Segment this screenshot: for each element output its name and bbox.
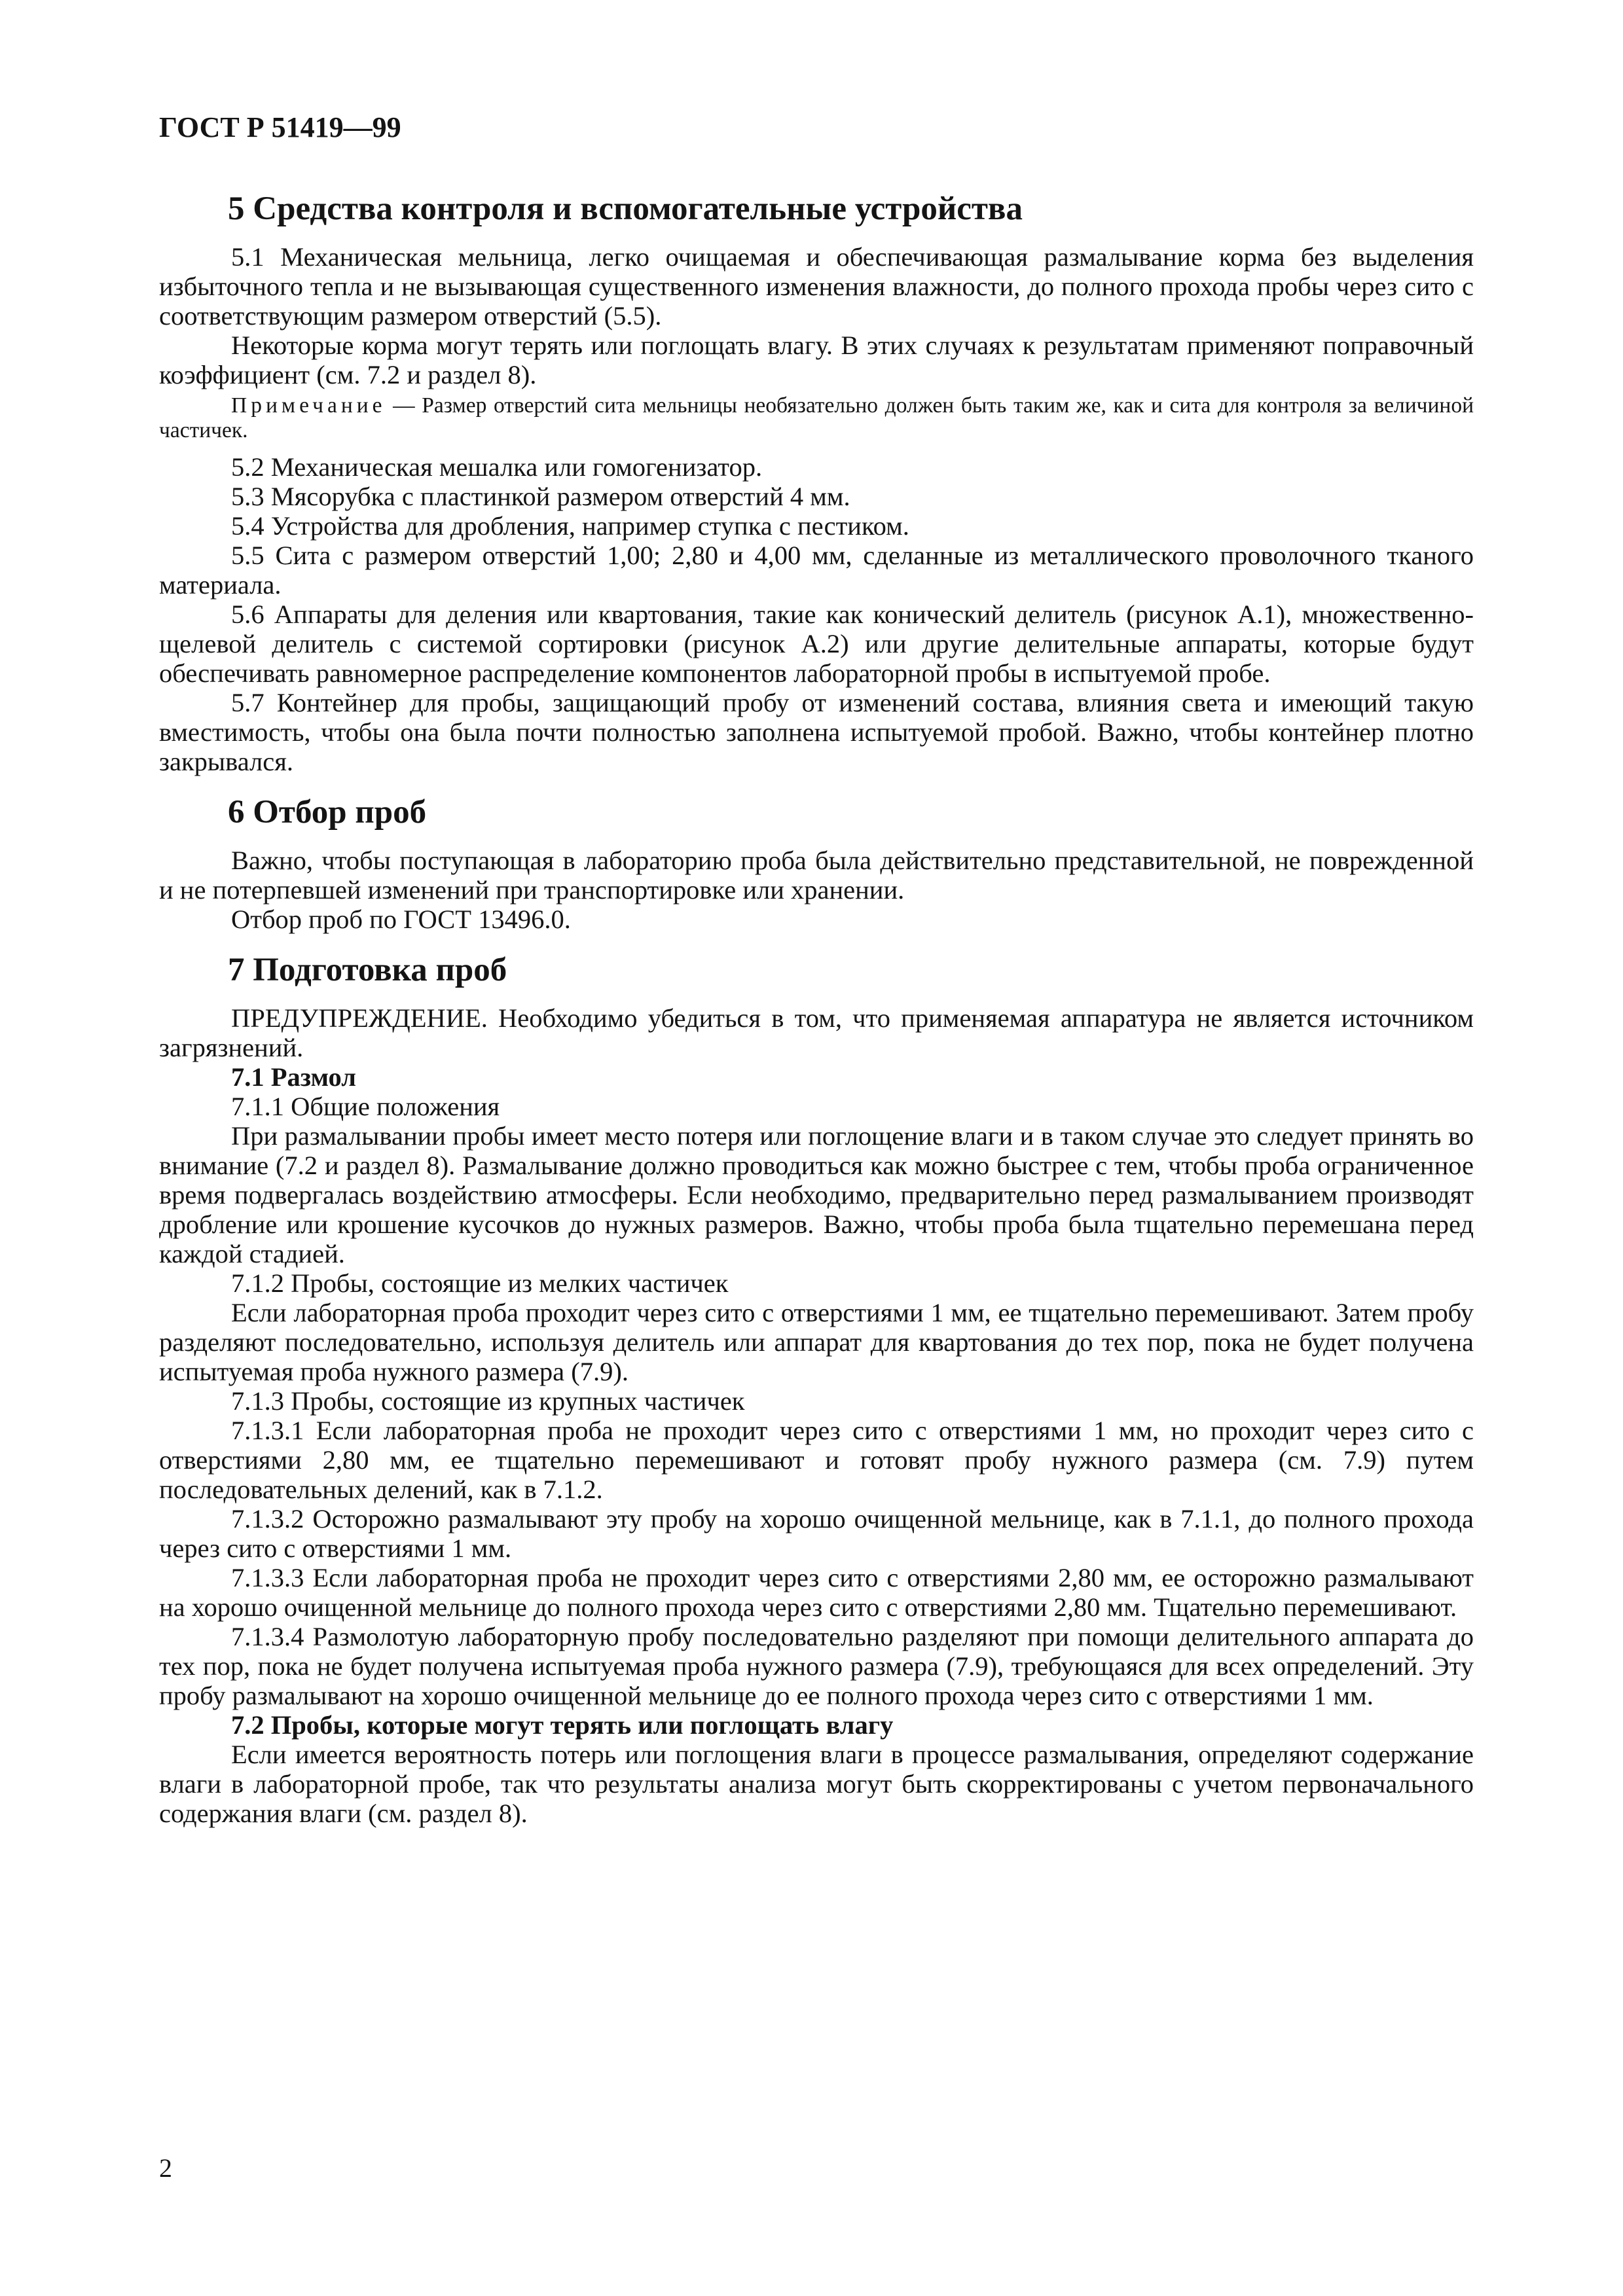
clause-5-3: 5.3 Мясорубка с пластинкой размером отверстий 4 мм.	[231, 482, 850, 511]
page-number: 2	[159, 2153, 172, 2183]
section-7-title: 7 Подготовка проб	[228, 952, 507, 988]
page-content	[159, 111, 1474, 1828]
clause-5-2: 5.2 Механическая мешалка или гомогенизатор.	[231, 452, 763, 482]
subsection-7-1-title: 7.1 Размол	[231, 1062, 356, 1092]
warning-paragraph: ПРЕДУПРЕЖДЕНИЕ. Необходимо убедиться в том, что применяемая аппаратура не является источником загрязнений.	[159, 1003, 1474, 1062]
subsection-7-2-text: Если имеется вероятность потерь или поглощения влаги в процессе размалывания, определяют содержание влаги в лабораторной пробе, так что результаты анализа могут быть скорректированы с учетом первоначального содержания влаги (см. раздел 8).	[159, 1740, 1474, 1828]
note-text: — Размер отверстий сита мельницы необязательно должен быть таким же, как и сита для контроля за величиной частичек.	[159, 393, 1474, 442]
note	[159, 393, 1474, 443]
subsection-7-1-2-title: 7.1.2 Пробы, состоящие из мелких частичек	[231, 1268, 729, 1298]
document-header: ГОСТ Р 51419—99	[159, 111, 401, 143]
clause-7-1-3-4: 7.1.3.4 Размолотую лабораторную пробу последовательно разделяют при помощи делительного аппарата до тех пор, пока не будет получена испытуемая проба нужного размера (7.9), требующаяся для всех определений. Эту пробу размалывают на хорошо очищенной мельнице до ее полного прохода через сито с отверстиями 1 мм.	[159, 1622, 1474, 1710]
section-6-paragraph-2: Отбор проб по ГОСТ 13496.0.	[231, 905, 571, 934]
section-5-title: 5 Средства контроля и вспомогательные устройства	[228, 190, 1023, 227]
clause-5-7: 5.7 Контейнер для пробы, защищающий пробу от изменений состава, влияния света и имеющий такую вместимость, чтобы она была почти полностью заполнена испытуемой пробой. Важно, чтобы контейнер плотно закрывался.	[159, 688, 1474, 776]
clause-5-6: 5.6 Аппараты для деления или квартования, такие как конический делитель (рисунок А.1), множественно-щелевой делитель с системой сортировки (рисунок А.2) или другие делительные аппараты, которые будут обеспечивать равномерное распределение компонентов лабораторной пробы в испытуемой пробе.	[159, 600, 1474, 688]
subsection-7-1-2-text: Если лабораторная проба проходит через сито с отверстиями 1 мм, ее тщательно перемешивают. Затем пробу разделяют последовательно, используя делитель или аппарат для квартования до тех пор, пока не будет получена испытуемая проба нужного размера (7.9).	[159, 1298, 1474, 1386]
note-label: Примечание	[231, 393, 386, 418]
subsection-7-1-1-title: 7.1.1 Общие положения	[231, 1092, 500, 1121]
clause-7-1-3-3: 7.1.3.3 Если лабораторная проба не проходит через сито с отверстиями 2,80 мм, ее осторожно размалывают на хорошо очищенной мельнице до полного прохода через сито с отверстиями 2,80 мм. Тщательно перемешивают.	[159, 1563, 1474, 1622]
subsection-7-1-1-text: При размалывании пробы имеет место потеря или поглощение влаги и в таком случае это следует принять во внимание (7.2 и раздел 8). Размалывание должно проводиться как можно быстрее с тем, чтобы проба ограниченное время подвергалась воздействию атмосферы. Если необходимо, предварительно перед размалыванием производят дробление или крошение кусочков до нужных размеров. Важно, чтобы проба была тщательно перемешана перед каждой стадией.	[159, 1121, 1474, 1268]
clause-7-1-3-1: 7.1.3.1 Если лабораторная проба не проходит через сито с отверстиями 1 мм, но проходит через сито с отверстиями 2,80 мм, ее тщательно перемешивают и готовят пробу нужного размера (см. 7.9) путем последовательных делений, как в 7.1.2.	[159, 1416, 1474, 1504]
subsection-7-2-title: 7.2 Пробы, которые могут терять или поглощать влагу	[231, 1710, 894, 1740]
clause-5-1-moisture: Некоторые корма могут терять или поглощать влагу. В этих случаях к результатам применяют поправочный коэффициент (см. 7.2 и раздел 8).	[159, 331, 1474, 389]
clause-5-5: 5.5 Сита с размером отверстий 1,00; 2,80 и 4,00 мм, сделанные из металлического проволочного тканого материала.	[159, 541, 1474, 600]
clause-5-1: 5.1 Механическая мельница, легко очищаемая и обеспечивающая размалывание корма без выделения избыточного тепла и не вызывающая существенного изменения влажности, до полного прохода пробы через сито с соответствующим размером отверстий (5.5).	[159, 242, 1474, 331]
section-6-paragraph-1: Важно, чтобы поступающая в лабораторию проба была действительно представительной, не поврежденной и не потерпевшей изменений при транспортировке или хранении.	[159, 846, 1474, 905]
section-6-title: 6 Отбор проб	[228, 794, 427, 831]
clause-7-1-3-2: 7.1.3.2 Осторожно размалывают эту пробу на хорошо очищенной мельнице, как в 7.1.1, до полного прохода через сито с отверстиями 1 мм.	[159, 1504, 1474, 1563]
clause-5-4: 5.4 Устройства для дробления, например ступка с пестиком.	[231, 511, 909, 541]
subsection-7-1-3-title: 7.1.3 Пробы, состоящие из крупных частичек	[231, 1386, 745, 1416]
